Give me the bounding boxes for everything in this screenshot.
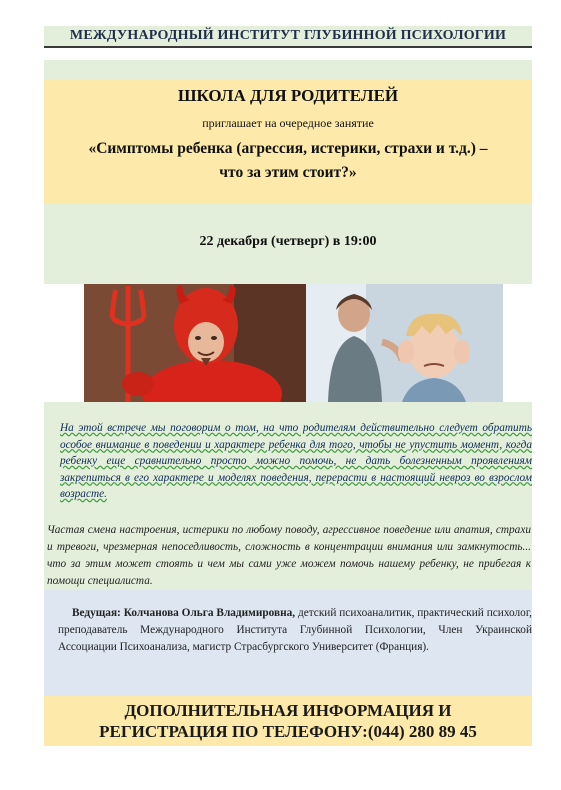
devil-costume-child-photo — [84, 284, 306, 402]
event-date: 22 декабря (четверг) в 19:00 — [199, 234, 377, 249]
mother-child-illustration — [306, 284, 503, 402]
illustration-photos — [84, 284, 503, 402]
registration-phone-line: РЕГИСТРАЦИЯ ПО ТЕЛЕФОНУ:(044) 280 89 45 — [99, 722, 477, 741]
topic-line-1: «Симптомы ребенка (агрессия, истерики, страхи и т.д.) – — [88, 140, 488, 157]
registration-block — [44, 696, 532, 746]
host-description: детский психоаналитик, практический психолог, преподаватель Международного Института Глубинной Психологии, Член Украинской Ассоциации Психоанализа, магистр Страсбургского Университет (Франция). — [58, 607, 533, 653]
registration-text — [44, 696, 532, 742]
host-name: Колчанова Ольга Владимировна, — [123, 607, 296, 619]
title-block — [44, 80, 532, 204]
invitation-text: приглашает на очередное занятие — [202, 116, 374, 130]
registration-line-1: ДОПОЛНИТЕЛЬНАЯ ИНФОРМАЦИЯ И — [124, 701, 452, 720]
devil-child-illustration — [84, 284, 306, 402]
top-spacer-band — [44, 60, 532, 80]
host-paragraph — [58, 605, 532, 656]
school-title: ШКОЛА ДЛЯ РОДИТЕЛЕЙ — [177, 86, 399, 105]
institute-header: МЕЖДУНАРОДНЫЙ ИНСТИТУТ ГЛУБИННОЙ ПСИХОЛОГИИ — [44, 26, 532, 48]
description-paragraph-2: Частая смена настроения, истерики по любому поводу, агрессивное поведение или апатия, страхи и тревоги, чрезмерная непоседливость, сложность в концентрации внимания или замкнутость... что за этим может стоять и чем мы сами уже можем помочь нашему ребенку, не прибегая к помощи специалиста. — [47, 524, 531, 587]
topic-title — [44, 137, 532, 185]
date-block — [44, 204, 532, 284]
topic-line-2: что за этим стоит?» — [219, 164, 357, 181]
mother-and-child-photo — [306, 284, 503, 402]
host-label: Ведущая: — [72, 607, 121, 619]
description-paragraph-1: На этой встрече мы поговорим о том, на что родителям действительно следует обратить особое внимание в поведении и характере ребенка для того, чтобы не упустить момент, когда ребенку еще сравнительно просто можно помочь, не дать болезненным проявлениям закрепиться в его характере и моделях поведения, перерасти в настоящий невроз во взрослом возрасте. — [60, 422, 532, 500]
